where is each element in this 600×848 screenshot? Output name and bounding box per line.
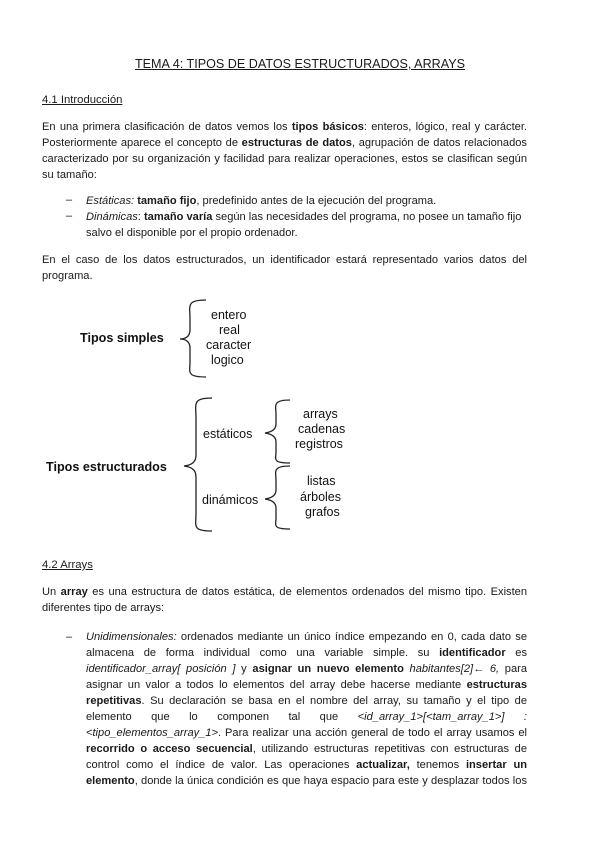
bullet-marker: – [66, 194, 73, 206]
italic-text: Estáticas: [86, 195, 138, 207]
text-run: tenemos [409, 759, 466, 771]
array-line [86, 645, 527, 661]
text-run: Un [42, 586, 61, 598]
bold-text: recorrido o acceso secuencial [86, 743, 253, 755]
diagram-item: logico [211, 353, 244, 367]
paragraph-line: programa. [42, 270, 93, 282]
page-title: TEMA 4: TIPOS DE DATOS ESTRUCTURADOS, ARRAYS [134, 57, 466, 71]
bold-text: identificador [439, 647, 506, 659]
text-run: y [235, 663, 253, 675]
diagram-label-dinamicos: dinámicos [202, 493, 259, 507]
array-line [86, 741, 527, 757]
diagram-item: arrays [303, 407, 338, 421]
text-run: , agrupación de datos relacionados [351, 137, 527, 149]
text-run: caracterizado por su organización y facilidad para realizar operaciones, estos se clasifican según [42, 153, 527, 165]
bold-text: estructuras [466, 679, 527, 691]
brace-simple [180, 300, 206, 377]
array-line [86, 693, 527, 709]
text-run: Posteriormente aparece el concepto de [42, 137, 242, 149]
diagram-label-tipos-estructurados: Tipos estructurados [46, 460, 167, 474]
diagram-item: caracter [206, 338, 252, 352]
bold-text: tamaño varía [143, 211, 213, 223]
text-run: : [137, 211, 144, 223]
diagram-item: cadenas [298, 422, 346, 436]
array-line [86, 709, 527, 725]
array-line [86, 725, 527, 741]
italic-text: habitantes[2]← 6, [409, 663, 500, 675]
text-run: elemento que lo componen tal que [86, 711, 358, 723]
paragraph-line: En el caso de los datos estructurados, un identificador estará representado varios datos del [42, 254, 527, 266]
bold-text: asignar un nuevo elemento [252, 663, 404, 675]
bold-text: estructuras de datos [241, 137, 352, 149]
text-run: asignar un valor a todos lo elementos del array debe hacerse mediante [86, 679, 467, 691]
text-run: . Su declaración se basa en el nombre del array, su tamaño y el tipo de [141, 695, 527, 707]
bullet-marker: – [66, 631, 73, 643]
section-heading-introduccion: 4.1 Introducción [42, 94, 123, 106]
bullet-dinamicas-cont: salvo el disponible por el propio ordenador. [86, 227, 298, 239]
brace-struct [184, 398, 212, 531]
bullet-marker: – [66, 210, 73, 222]
italic-text: <id_array_1>[<tam_array_1>] : [357, 711, 527, 723]
diagram-item: grafos [305, 505, 340, 519]
array-line [86, 773, 527, 789]
diagram-item: listas [307, 474, 336, 488]
array-line [86, 677, 527, 693]
diagram-item: árboles [300, 490, 341, 504]
text-run: es una estructura de datos estática, de elementos ordenados del mismo tipo. Existen [87, 586, 528, 598]
diagram-item: registros [295, 437, 343, 451]
section-heading-arrays: 4.2 Arrays [42, 559, 93, 571]
text-run: es [505, 647, 527, 659]
italic-text: Unidimensionales: [86, 631, 177, 643]
text-run: . Para realizar una acción general de todo el array usamos el [217, 727, 527, 739]
bold-text: tamaño fijo [137, 195, 197, 207]
diagram-label-estaticos: estáticos [203, 427, 253, 441]
brace-static [265, 400, 290, 463]
bold-text: elemento [86, 775, 135, 787]
text-run: control como el índice de valor. Las operaciones [86, 759, 357, 771]
text-run: su tamaño: [42, 169, 97, 181]
text-run: ordenados mediante un único índice empezando en 0, cada dato se [176, 631, 527, 643]
text-run: , donde la única condición es que haya espacio para este y desplazar todos los [134, 775, 527, 787]
diagram-label-tipos-simples: Tipos simples [80, 331, 164, 345]
array-line [86, 629, 527, 645]
array-line [86, 757, 527, 773]
bold-text: insertar un [465, 759, 527, 771]
text-run: , utilizando estructuras repetitivas con estructuras de [252, 743, 527, 755]
text-run: En una primera clasificación de datos vemos los [42, 121, 292, 133]
brace-dynamic [265, 466, 290, 529]
text-run: , predefinido antes de la ejecución del programa. [196, 195, 437, 207]
text-run: : enteros, lógico, real y carácter. [363, 121, 527, 133]
italic-text: identificador_array[ posición ] [86, 663, 236, 675]
bold-text: tipos básicos [291, 121, 364, 133]
text-run: para [499, 663, 527, 675]
paragraph-line [42, 584, 527, 600]
paragraph-line: diferentes tipo de arrays: [42, 602, 165, 614]
diagram-item: real [219, 323, 240, 337]
italic-text: Dinámicas [86, 211, 138, 223]
bold-text: repetitivas [86, 695, 142, 707]
bold-text: actualizar, [356, 759, 410, 771]
bold-text: array [60, 586, 88, 598]
diagram-item: entero [211, 308, 247, 322]
array-line [86, 661, 527, 677]
text-run: almacena de forma individual como una variable simple. su [86, 647, 440, 659]
italic-text: <tipo_elementos_array_1> [86, 727, 218, 739]
text-run: según las necesidades del programa, no posee un tamaño fijo [212, 211, 522, 223]
